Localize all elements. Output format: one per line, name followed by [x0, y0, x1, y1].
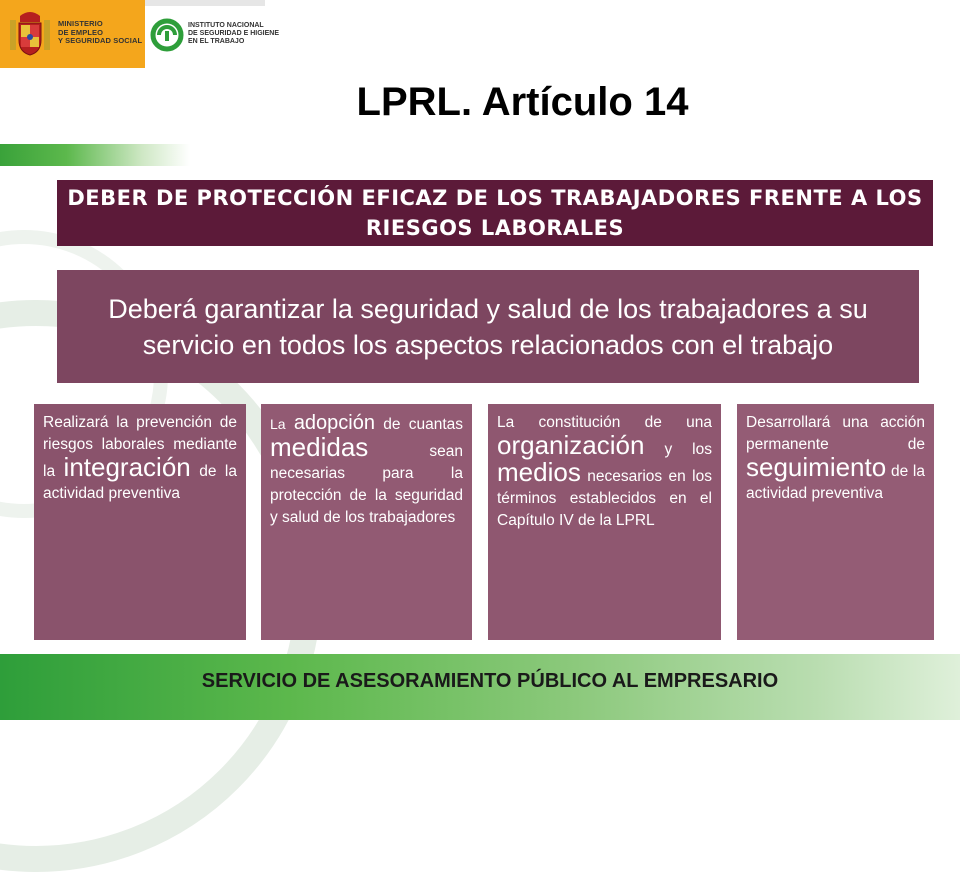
- institute-line: INSTITUTO NACIONAL: [188, 22, 264, 29]
- card-keyword: adopción: [293, 412, 375, 434]
- card-integration: [34, 404, 246, 640]
- card-keyword: medios: [497, 457, 581, 487]
- card-text: de la actividad preventiva: [746, 463, 925, 502]
- footer-text: SERVICIO DE ASESORAMIENTO PÚBLICO AL EMPRESARIO: [201, 670, 779, 692]
- card-text: La: [270, 416, 286, 432]
- coat-of-arms-icon: [8, 8, 52, 58]
- card-keyword: organización: [497, 430, 645, 460]
- card-text: Desarrollará una acción permanente de: [746, 414, 925, 453]
- ministry-name: [58, 20, 142, 46]
- page-title: LPRL. Artículo 14: [356, 80, 689, 124]
- card-text: de la actividad preventiva: [43, 463, 237, 502]
- header: [0, 0, 960, 72]
- card-measures: [261, 404, 472, 640]
- card-monitoring: [737, 404, 934, 640]
- institute-line: DE SEGURIDAD E HIGIENE: [188, 30, 280, 37]
- ministry-logo: [0, 0, 145, 68]
- header-top-strip: [145, 0, 265, 6]
- card-text: Realizará la prevención de riesgos laborales mediante la: [43, 414, 237, 480]
- statement-box: [57, 270, 919, 383]
- ministry-line: Y SEGURIDAD SOCIAL: [58, 36, 143, 45]
- card-keyword: integración: [63, 452, 191, 482]
- green-accent-bar: [0, 144, 190, 166]
- card-keyword: seguimiento: [746, 452, 887, 482]
- card-text: de cuantas: [383, 416, 463, 433]
- card-keyword: medidas: [270, 432, 369, 462]
- insht-logo-icon: [150, 18, 184, 52]
- ministry-line: MINISTERIO: [58, 19, 103, 28]
- statement-text: Deberá garantizar la seguridad y salud de los trabajadores a su servicio en todos los aspectos relacionados con el trabajo: [108, 293, 868, 360]
- institute-line: EN EL TRABAJO: [188, 38, 245, 45]
- ministry-line: DE EMPLEO: [58, 27, 104, 37]
- institute-name: [188, 22, 279, 46]
- duty-heading: [57, 180, 933, 246]
- duty-heading-text: DEBER DE PROTECCIÓN EFICAZ DE LOS TRABAJADORES FRENTE A LOS RIESGOS LABORALES: [67, 186, 923, 240]
- card-text: necesarios en los términos establecidos en el Capítulo IV de la LPRL: [497, 468, 712, 529]
- card-organization: [488, 404, 721, 640]
- card-text: La constitución de una: [497, 414, 712, 431]
- card-text: sean necesarias para la protección de la seguridad y salud de los trabajadores: [270, 443, 463, 526]
- card-text: y los: [664, 441, 712, 458]
